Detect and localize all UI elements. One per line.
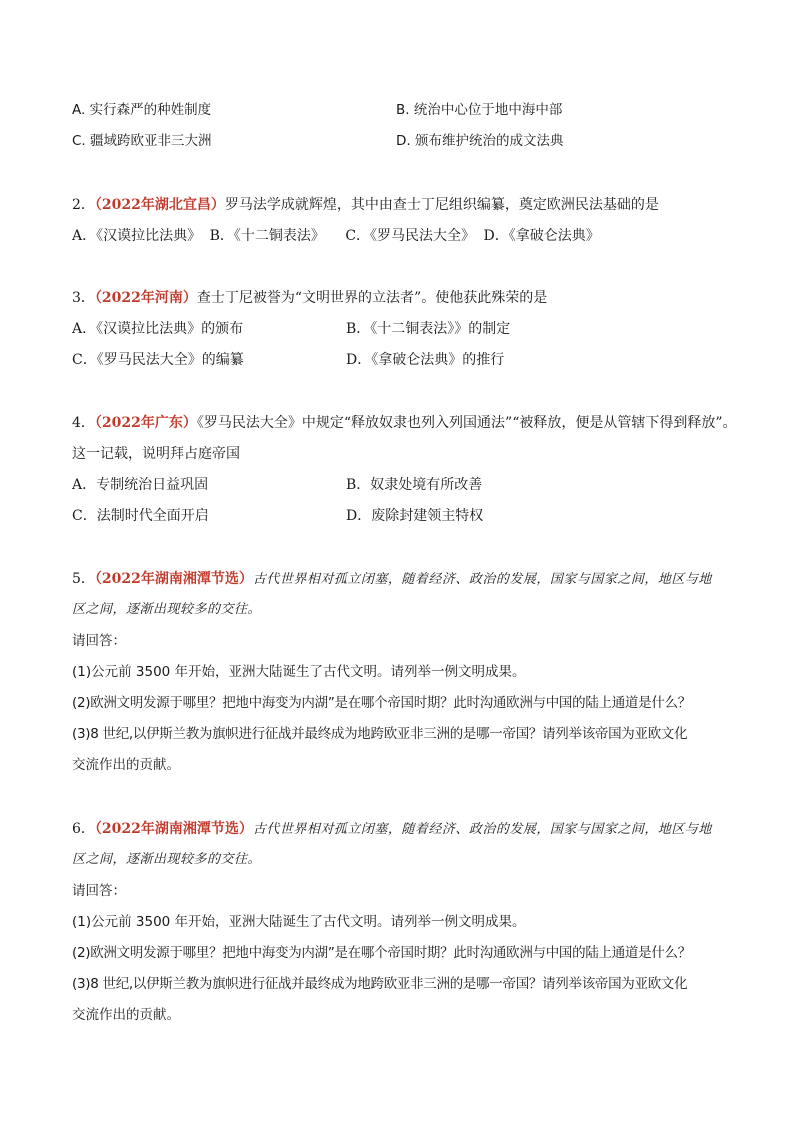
q5-sub-question-1: (1)公元前 3500 年开始，亚洲大陆诞生了古代文明。请列举一例文明成果。	[72, 664, 526, 680]
q5-number: 5．	[72, 571, 95, 587]
q4-stem-text-1: 《罗马民法大全》中规定“释放奴隶也列入列国通法”“被释放，便是从管辖下得到释放”。	[196, 415, 737, 431]
q2-stem-text: 罗马法学成就辉煌，其中由查士丁尼组织编纂，奠定欧洲民法基础的是	[224, 197, 659, 213]
q5-stem-text-2: 区之间，逐渐出现较多的交往。	[72, 602, 262, 617]
q2-option-b: B．《十二铜表法》	[209, 228, 325, 244]
q4-number: 4．	[72, 415, 95, 431]
q2-option-a: A．《汉谟拉比法典》	[72, 228, 202, 244]
q5-sub-question-3-cont: 交流作出的贡献。	[72, 757, 180, 773]
q6-stem	[72, 819, 712, 839]
q6-number: 6．	[72, 821, 95, 837]
q5-source-tag: （2022年湖南湘潭节选）	[94, 571, 253, 587]
q1-option-c: C. 疆域跨欧亚非三大洲	[72, 133, 212, 149]
q3-source-tag: （2022年河南）	[94, 290, 197, 306]
q1-option-d: D. 颁布维护统治的成文法典	[396, 133, 564, 149]
q6-source-tag: （2022年湖南湘潭节选）	[94, 821, 253, 837]
q5-stem	[72, 569, 712, 589]
q5-stem-text-1: 古代世界相对孤立闭塞，随着经济、政治的发展，国家与国家之间，地区与地	[252, 572, 712, 587]
q3-stem	[72, 288, 547, 308]
q4-stem	[72, 413, 737, 433]
q1-option-b: B. 统治中心位于地中海中部	[396, 102, 563, 118]
q4-stem-text-2: 这一记载，说明拜占庭帝国	[72, 446, 240, 462]
q2-option-c: C．《罗马民法大全》	[345, 228, 476, 244]
q4-source-tag: （2022年广东）	[94, 415, 197, 431]
q3-option-c: C．《罗马民法大全》的编纂	[72, 352, 244, 368]
q3-stem-text: 查士丁尼被誉为“文明世界的立法者”。使他获此殊荣的是	[196, 290, 548, 306]
q3-option-d: D．《拿破仑法典》的推行	[346, 352, 505, 368]
q2-number: 2．	[72, 197, 95, 213]
q1-option-a: A. 实行森严的种姓制度	[72, 102, 212, 118]
q6-sub-question-2: (2)欧洲文明发源于哪里？把地中海变为内湖”是在哪个帝国时期？此时沟通欧洲与中国的陆上通道是什么？	[72, 945, 691, 961]
q6-sub-question-3-cont: 交流作出的贡献。	[72, 1007, 180, 1023]
q2-options	[72, 226, 600, 246]
q6-stem-text-2: 区之间，逐渐出现较多的交往。	[72, 852, 262, 867]
q2-stem	[72, 195, 659, 215]
q5-sub-question-3: (3)8 世纪,以伊斯兰教为旗帜进行征战并最终成为地跨欧亚非三洲的是哪一帝国？请列举该帝国为亚欧文化	[72, 726, 688, 742]
q6-prompt: 请回答：	[72, 883, 126, 899]
q6-sub-question-3: (3)8 世纪,以伊斯兰教为旗帜进行征战并最终成为地跨欧亚非三洲的是哪一帝国？请列举该帝国为亚欧文化	[72, 976, 688, 992]
q3-number: 3．	[72, 290, 95, 306]
q6-stem-text-1: 古代世界相对孤立闭塞，随着经济、政治的发展，国家与国家之间，地区与地	[252, 822, 712, 837]
q4-option-d: D．废除封建领主特权	[346, 508, 484, 524]
q4-option-c: C．法制时代全面开启	[72, 508, 209, 524]
q2-source-tag: （2022年湖北宜昌）	[94, 197, 225, 213]
q5-prompt: 请回答：	[72, 633, 126, 649]
q3-option-b: B．《十二铜表法》》的制定	[346, 321, 511, 337]
q5-sub-question-2: (2)欧洲文明发源于哪里？把地中海变为内湖”是在哪个帝国时期？此时沟通欧洲与中国的陆上通道是什么？	[72, 695, 691, 711]
q3-option-a: A．《汉谟拉比法典》的颁布	[72, 321, 244, 337]
q4-option-b: B．奴隶处境有所改善	[346, 477, 483, 493]
q4-option-a: A．专制统治日益巩固	[72, 477, 209, 493]
q2-option-d: D．《拿破仑法典》	[483, 228, 600, 244]
q6-sub-question-1: (1)公元前 3500 年开始，亚洲大陆诞生了古代文明。请列举一例文明成果。	[72, 914, 526, 930]
